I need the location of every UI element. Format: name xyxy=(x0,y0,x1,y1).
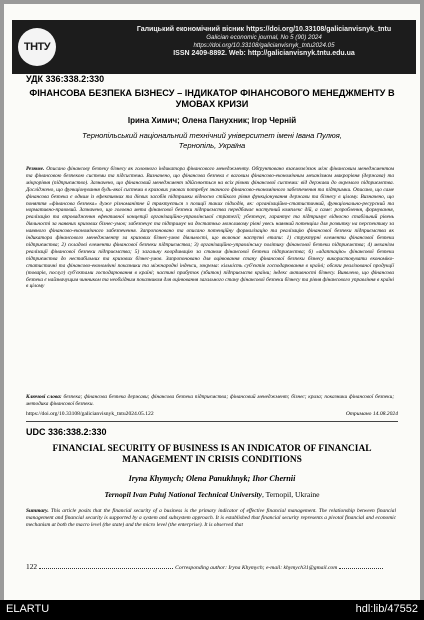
repository-name: ELARTU xyxy=(6,603,50,615)
issue-doi-line: https://doi.org/10.33108/galicianvisnyk_tntu2024.05 xyxy=(193,42,335,49)
repository-bar xyxy=(0,600,424,620)
corresponding-label: Corresponding author: xyxy=(175,565,227,571)
article-doi-link[interactable]: https://doi.org/10.33108/galicianvisnyk_tntu2024.05.122 xyxy=(26,411,154,417)
section-divider xyxy=(26,421,398,422)
affiliation-en-name: Ternopil Ivan Puluj National Technical University xyxy=(104,490,262,499)
keywords-label: Ключові слова: xyxy=(26,394,62,400)
page-footer xyxy=(26,562,398,571)
affiliation-ua: Тернопільський національний технічний університет імені Івана Пулюя, Тернопіль, Україна xyxy=(82,131,342,150)
journal-info xyxy=(116,26,412,58)
journal-page xyxy=(4,4,420,600)
journal-header xyxy=(12,20,416,74)
summary-en xyxy=(26,508,396,529)
doi-row xyxy=(26,411,398,417)
issn-line: ISSN 2409-8892. Web: http://galicianvisnyk.tntu.edu.ua xyxy=(173,50,355,57)
abstract-label: Резюме. xyxy=(26,166,45,172)
page-number: 122 xyxy=(26,562,38,571)
corresponding-email: Iryna Khymych; e-mail: khymych31@gmail.com xyxy=(228,565,338,571)
keywords-ua xyxy=(26,394,394,408)
abstract-text: Описано фінансову безпеку бізнесу як головного індикатора фінансового менеджменту. Обґрунтовано взаємозв'язок між фінансовим менеджментом та фінансовою безпекою системи та підсистема. Визначено, що фінансова безпека є ваговим фінансово-економічним механізмом макрорівня (держава) та мікрорівня (підприємство). Зазначено, що фінансовий менеджмент здійснюється на всіх рівнях фінансової системи: від держави до окремого підприємства. Досліджено, що функціонування будь-якої системи в кризових умовах потребує значного фінансово-економічного забезпечення та підтримки. Описано, що саме фінансова безпека є одним із ефективних та дієвих засобів підтримки відносно стійкого рівня функціонування держави та бізнесу в цілому. Визначено, що поняття «фінансова безпека» дуже різноманітне й трактується з позиції таких підходів, як: організаційно-статистичний, функціонально-ресурсний та нормативно-правовий. Зазначено, що головна мета фінансової безпеки підприємства передбачає наступний комплекс дій, а саме: розроблення, формування, реалізацію та впровадження ефективної концепції організаційно-управлінської стратегії; убезпечує, гарантує та підтримує відносно стабільний рівень діяльності за наявних кризових бізнес-умов; забезпечує та підтримує на достатньо можливому рівні увесь наявний потенціал для розвитку на перспективу за наявного фінансово-економічного забезпечення. Запропоновано та описано потенційну формалізацію та реалізацію фінансової безпеки підприємства як індикатора фінансового менеджменту за кризових бізнес-умов діяльності, що включає наступні етапи: 1) структурні елементи фінансової безпеки підприємства; 2) складові елементи фінансової безпеки підприємства; 3) організаційно-управлінську політику фінансової безпеки підприємства; 4) механізм реалізації фінансової безпеки підприємства; 5) загальну координацію за станом фінансової безпеки підприємства; 6) «адаптацію» фінансової безпеки підприємства до нестабільних та кризових бізнес-умов. Запропоновано для оцінювання стану фінансової безпеки бізнесу використовувати економіко-статистичні та фінансово-економічні показники та міжнародні індекси, зокрема: кількість суб'єктів господарювання в країні; обсяги реалізованої продукції (товарів, послуг) суб'єктами господарювання в країні; частині прибуток (збиток) підприємств країни; індекс активності бізнесу. Виявлено, що фінансова безпека є найзначущим чинником та необхідним показником для оцінювання загального стану фінансової безпеки бізнесу та рівня фінансового управління в країні в цілому xyxy=(26,166,394,290)
summary-label: Summary. xyxy=(26,508,49,514)
handle-id: hdl:lib/47552 xyxy=(355,603,418,615)
udc-en: UDC 336:338.2:330 xyxy=(26,427,107,437)
university-logo: ТНТУ xyxy=(18,28,56,66)
footer-dots xyxy=(39,568,173,569)
affiliation-en xyxy=(24,490,400,499)
journal-title-line: Галицький економічний вісник https://doi.org/10.33108/galicianvisnyk_tntu xyxy=(136,26,392,33)
udc-ua: УДК 336:338.2:330 xyxy=(26,74,105,84)
footer-dots-end xyxy=(339,568,383,569)
abstract-ua xyxy=(26,166,394,290)
authors-en: Iryna Khymych; Olena Panukhnyk; Ihor Chernii xyxy=(128,474,296,483)
received-date: Отримано 14.08.2024 xyxy=(345,411,398,417)
authors-ua: Ірина Химич; Олена Панухник; Ігор Черній xyxy=(127,116,297,125)
journal-issue-line: Galician economic journal, No 5 (90) 2024 xyxy=(206,34,322,41)
article-title-en: FINANCIAL SECURITY OF BUSINESS IS AN INDICATOR OF FINANCIAL MANAGEMENT IN CRISIS CONDITIONS xyxy=(52,444,372,465)
article-title-ua: ФІНАНСОВА БЕЗПЕКА БІЗНЕСУ – ІНДИКАТОР ФІНАНСОВОГО МЕНЕДЖМЕНТУ В УМОВАХ КРИЗИ xyxy=(29,88,395,109)
summary-text: This article posits that the financial security of a business is the primary indicator of effective financial management. The relationship between financial management and financial security is supported by a system and subsystem approach. It is established that financial security represents a pivotal financial and economic mechanism at both the macro level (the state) and the micro level (the enterprise). It is observed that xyxy=(26,508,396,528)
keywords-text: безпека; фінансова безпека держави; фінансова безпека підприємства; фінансовий менеджмент; бізнес; криза; показники фінансової безпеки; методика фінансової безпеки. xyxy=(26,394,395,407)
affiliation-en-city: , Ternopil, Ukraine xyxy=(261,490,320,499)
